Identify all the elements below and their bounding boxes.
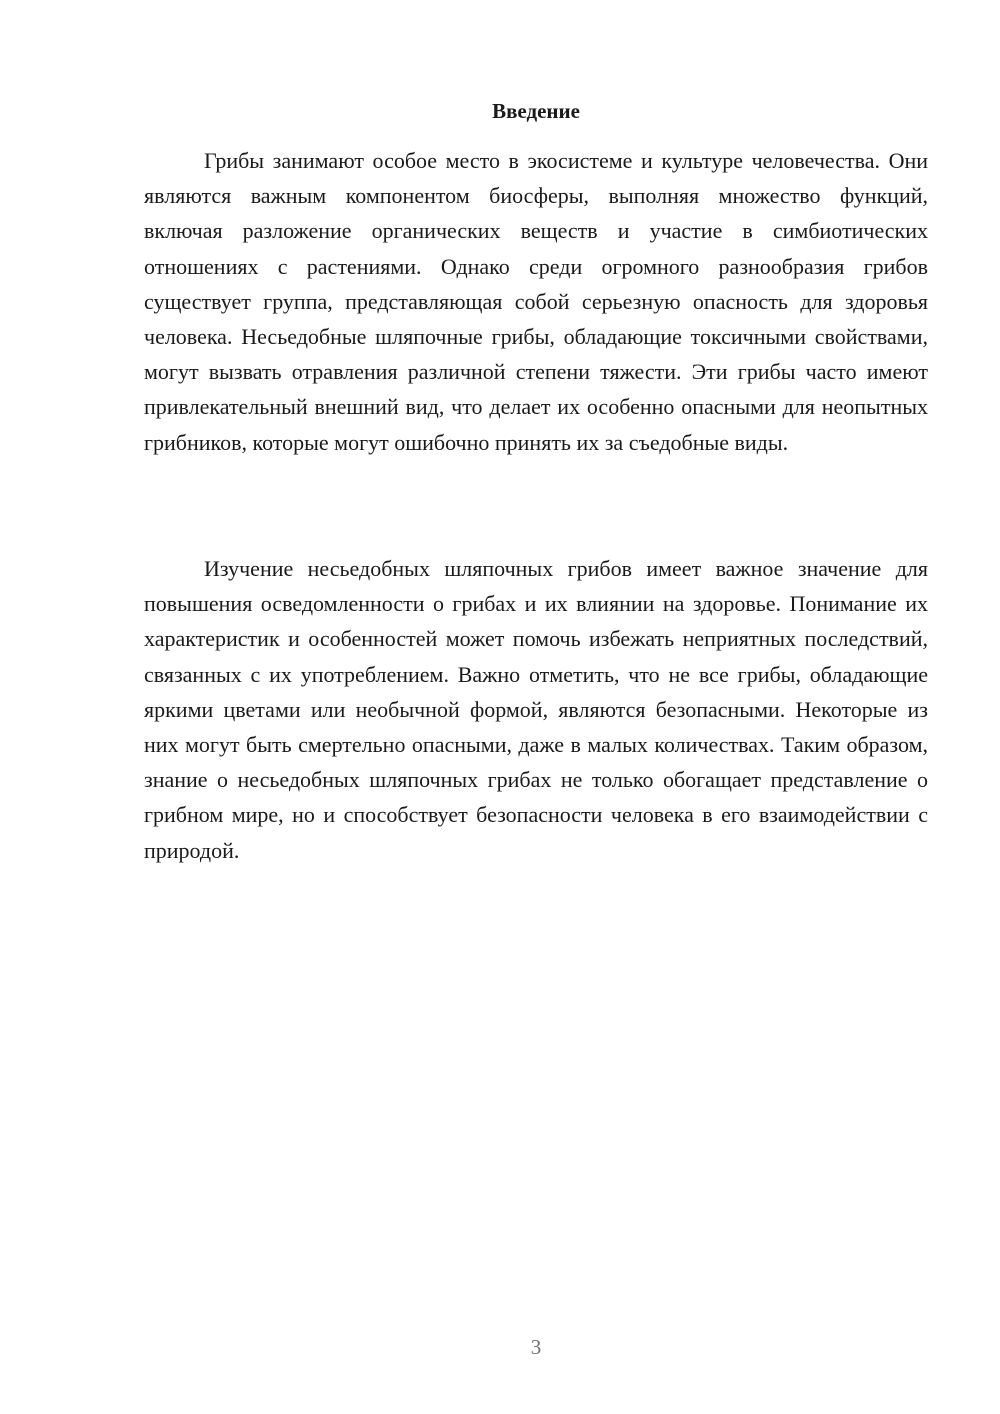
section-heading: Введение — [492, 99, 580, 123]
paragraph-text: Грибы занимают особое место в экосистеме и культуре человечества. Они являются важным компонентом биосферы, выполняя множество функций, включая разложение органических веществ и участие в симбиотических отношениях с растениями. Однако среди огромного разнообразия грибов существует группа, представляющая собой серьезную опасность для здоровья человека. Несьедобные шляпочные грибы, обладающие токсичными свойствами, могут вызвать отравления различной степени тяжести. Эти грибы часто имеют привлекательный внешний вид, что делает их особенно опасными для неопытных грибников, которые могут ошибочно принять их за съедобные виды. — [144, 148, 928, 455]
page-number: 3 — [530, 1335, 542, 1359]
paragraph-text: Изучение несьедобных шляпочных грибов имеет важное значение для повышения осведомленности о грибах и их влиянии на здоровье. Понимание их характеристик и особенностей может помочь избежать неприятных последствий, связанных с их употреблением. Важно отметить, что не все грибы, обладающие яркими цветами или необычной формой, являются безопасными. Некоторые из них могут быть смертельно опасными, даже в малых количествах. Таким образом, знание о несьедобных шляпочных грибах не только обогащает представление о грибном мире, но и способствует безопасности человека в его взаимодействии с природой. — [144, 556, 928, 863]
paragraph-study — [144, 551, 928, 868]
paragraph-intro — [144, 143, 928, 460]
